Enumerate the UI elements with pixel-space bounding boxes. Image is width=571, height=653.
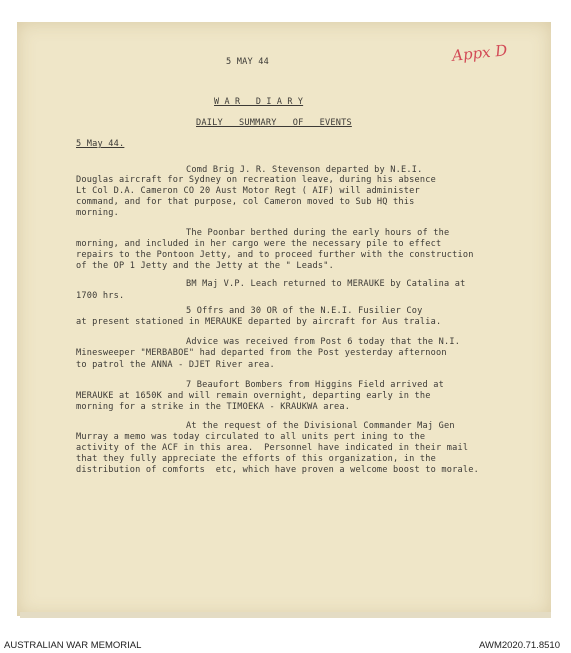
text-line: 7 Beaufort Bombers from Higgins Field arrived at <box>186 380 444 390</box>
document-title: W A R D I A R Y <box>214 96 304 106</box>
text-line: at present stationed in MERAUKE departed by aircraft for Aus tralia. <box>76 317 442 327</box>
text-line: Lt Col D.A. Cameron CO 20 Aust Motor Regt ( AIF) will administer <box>76 186 420 196</box>
text-line: At the request of the Divisional Commander Maj Gen <box>186 421 455 431</box>
text-line: distribution of comforts etc, which have proven a welcome boost to morale. <box>76 465 480 475</box>
text-line: Advice was received from Post 6 today that the N.I. <box>186 337 461 347</box>
document-date: 5 MAY 44 <box>226 57 269 67</box>
text-line: Murray a memo was today circulated to all units pert ining to the <box>76 432 426 442</box>
text-line: command, and for that purpose, col Cameron moved to Sub HQ this <box>76 197 415 207</box>
document-subtitle: DAILY SUMMARY OF EVENTS <box>196 118 352 128</box>
text-line: morning, and included in her cargo were the necessary pile to effect <box>76 239 442 249</box>
text-line: 5 Offrs and 30 OR of the N.E.I. Fusilier Coy <box>186 306 423 316</box>
text-line: Minesweeper "MERBABOE" had departed from the Post yesterday afternoon <box>76 348 447 358</box>
text-line: morning. <box>76 208 119 218</box>
text-line: The Poonbar berthed during the early hours of the <box>186 228 450 238</box>
text-line: that they fully appreciate the efforts of this organization, in the <box>76 454 437 464</box>
text-line: morning for a strike in the TIMOEKA - KRAUKWA area. <box>76 402 351 412</box>
footer-credit: AUSTRALIAN WAR MEMORIAL <box>4 640 142 651</box>
text-line: 1700 hrs. <box>76 291 125 301</box>
text-line: BM Maj V.P. Leach returned to MERAUKE by Catalina at <box>186 279 466 289</box>
text-line: Comd Brig J. R. Stevenson departed by N.E.I. <box>186 165 423 175</box>
handwritten-annotation: Appx D <box>451 41 509 65</box>
text-line: MERAUKE at 1650K and will remain overnight, departing early in the <box>76 391 431 401</box>
text-line: Douglas aircraft for Sydney on recreation leave, during his absence <box>76 175 437 185</box>
footer-accession-number: AWM2020.71.8510 <box>479 640 560 651</box>
text-line: to patrol the ANNA - DJET River area. <box>76 360 275 370</box>
page-shadow <box>20 612 551 618</box>
text-line: of the OP 1 Jetty and the Jetty at the " Leads". <box>76 261 334 271</box>
text-line: activity of the ACF in this area. Personnel have indicated in their mail <box>76 443 469 453</box>
entry-date: 5 May 44. <box>76 139 125 149</box>
text-line: repairs to the Pontoon Jetty, and to proceed further with the construction <box>76 250 474 260</box>
